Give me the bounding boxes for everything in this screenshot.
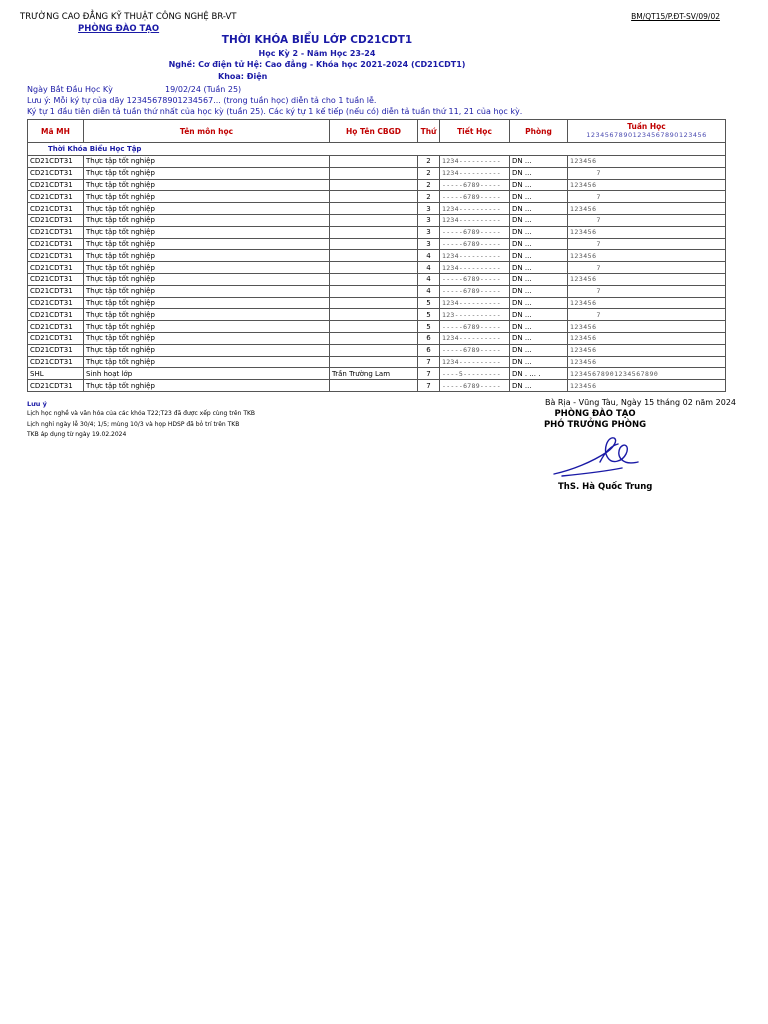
section-label: Thời Khóa Biểu Học Tập bbox=[28, 143, 726, 156]
cell-teacher bbox=[330, 285, 418, 297]
cell-periods: 1234---------- bbox=[440, 262, 510, 274]
cell-day: 2 bbox=[418, 156, 440, 168]
cell-room: DN ... bbox=[510, 156, 568, 168]
table-row bbox=[28, 285, 726, 297]
week-note-2: Ký tự 1 đầu tiên diễn tả tuần thứ nhất của học kỳ (tuần 25). Các ký tự 1 kế tiếp (nếu có) diễn tả tuần thứ 11, 21 của học kỳ. bbox=[27, 107, 523, 116]
cell-subject: Thực tập tốt nghiệp bbox=[84, 332, 330, 344]
cell-periods: -----6789----- bbox=[440, 321, 510, 333]
cell-room: DN ... bbox=[510, 262, 568, 274]
table-row bbox=[28, 191, 726, 203]
table-row bbox=[28, 332, 726, 344]
cell-room: DN ... bbox=[510, 167, 568, 179]
cell-code: CD21CDT31 bbox=[28, 191, 84, 203]
cell-periods: 1234---------- bbox=[440, 214, 510, 226]
cell-day: 3 bbox=[418, 226, 440, 238]
col-header-weeks-label: Tuần Học bbox=[627, 122, 666, 131]
cell-periods: 123----------- bbox=[440, 309, 510, 321]
cell-code: CD21CDT31 bbox=[28, 238, 84, 250]
col-header-room: Phòng bbox=[510, 120, 568, 143]
cell-teacher bbox=[330, 332, 418, 344]
cell-teacher bbox=[330, 238, 418, 250]
cell-periods: -----6789----- bbox=[440, 285, 510, 297]
cell-weeks: 12345678901234567890 bbox=[568, 368, 726, 380]
cell-periods: -----6789----- bbox=[440, 273, 510, 285]
cell-code: CD21CDT31 bbox=[28, 214, 84, 226]
page-title: THỜI KHÓA BIỂU LỚP CD21CDT1 bbox=[221, 34, 413, 46]
cell-weeks: 7 bbox=[568, 309, 726, 321]
cell-subject: Thực tập tốt nghiệp bbox=[84, 167, 330, 179]
cell-room: DN ... bbox=[510, 321, 568, 333]
cell-weeks: 7 bbox=[568, 167, 726, 179]
cell-weeks: 7 bbox=[568, 214, 726, 226]
cell-code: CD21CDT31 bbox=[28, 380, 84, 392]
table-row bbox=[28, 344, 726, 356]
table-row bbox=[28, 273, 726, 285]
cell-teacher bbox=[330, 250, 418, 262]
department-name: PHÒNG ĐÀO TẠO bbox=[78, 24, 160, 34]
footer-note-3: TKB áp dụng từ ngày 19.02.2024 bbox=[27, 431, 127, 438]
cell-subject: Thực tập tốt nghiệp bbox=[84, 262, 330, 274]
cell-periods: 1234---------- bbox=[440, 297, 510, 309]
cell-teacher bbox=[330, 214, 418, 226]
cell-day: 3 bbox=[418, 238, 440, 250]
table-row bbox=[28, 167, 726, 179]
table-row bbox=[28, 226, 726, 238]
cell-teacher bbox=[330, 321, 418, 333]
cell-teacher bbox=[330, 309, 418, 321]
signer-name: ThS. Hà Quốc Trung bbox=[558, 482, 653, 492]
cell-teacher bbox=[330, 156, 418, 168]
place-date: Bà Rịa - Vũng Tàu, Ngày 15 tháng 02 năm 2024 bbox=[545, 398, 736, 407]
cell-code: CD21CDT31 bbox=[28, 356, 84, 368]
cell-weeks: 123456 bbox=[568, 321, 726, 333]
cell-day: 5 bbox=[418, 297, 440, 309]
cell-subject: Thực tập tốt nghiệp bbox=[84, 285, 330, 297]
cell-room: DN ... bbox=[510, 285, 568, 297]
table-row bbox=[28, 321, 726, 333]
cell-day: 6 bbox=[418, 332, 440, 344]
cell-code: CD21CDT31 bbox=[28, 226, 84, 238]
cell-periods: -----6789----- bbox=[440, 380, 510, 392]
cell-weeks: 123456 bbox=[568, 380, 726, 392]
cell-code: CD21CDT31 bbox=[28, 203, 84, 215]
footer-note-1: Lịch học nghề và văn hóa của các khóa T22;T23 đã được xếp cùng trên TKB bbox=[27, 410, 256, 417]
cell-weeks: 123456 bbox=[568, 203, 726, 215]
cell-code: CD21CDT31 bbox=[28, 262, 84, 274]
table-row bbox=[28, 368, 726, 380]
cell-subject: Thực tập tốt nghiệp bbox=[84, 179, 330, 191]
cell-room: DN ... bbox=[510, 356, 568, 368]
cell-day: 7 bbox=[418, 380, 440, 392]
sign-role: PHÓ TRƯỞNG PHÒNG bbox=[543, 420, 647, 430]
cell-weeks: 123456 bbox=[568, 332, 726, 344]
start-date-label: Ngày Bắt Đầu Học Kỳ bbox=[27, 85, 113, 94]
cell-day: 2 bbox=[418, 167, 440, 179]
cell-teacher bbox=[330, 297, 418, 309]
weeks-pattern: 12345678901234567890123456 bbox=[586, 131, 707, 139]
cell-code: CD21CDT31 bbox=[28, 321, 84, 333]
cell-code: CD21CDT31 bbox=[28, 332, 84, 344]
sign-department: PHÒNG ĐÀO TẠO bbox=[554, 409, 636, 419]
cell-day: 6 bbox=[418, 344, 440, 356]
cell-periods: -----6789----- bbox=[440, 179, 510, 191]
cell-day: 2 bbox=[418, 179, 440, 191]
table-row bbox=[28, 156, 726, 168]
faculty-line: Khoa: Điện bbox=[218, 72, 268, 81]
cell-room: DN ... bbox=[510, 332, 568, 344]
cell-weeks: 123456 bbox=[568, 250, 726, 262]
cell-room: DN ... bbox=[510, 191, 568, 203]
cell-room: DN ... bbox=[510, 179, 568, 191]
table-row bbox=[28, 262, 726, 274]
week-note-1: Lưu ý: Mỗi ký tự của dãy 12345678901234567... (trong tuần học) diễn tả cho 1 tuần lễ. bbox=[27, 96, 377, 105]
footer-note-title: Lưu ý bbox=[27, 400, 47, 408]
cell-day: 5 bbox=[418, 309, 440, 321]
cell-day: 4 bbox=[418, 273, 440, 285]
col-header-periods: Tiết Học bbox=[440, 120, 510, 143]
cell-teacher bbox=[330, 262, 418, 274]
table-row bbox=[28, 356, 726, 368]
cell-day: 4 bbox=[418, 262, 440, 274]
cell-code: CD21CDT31 bbox=[28, 250, 84, 262]
cell-periods: -----6789----- bbox=[440, 226, 510, 238]
signature-image bbox=[552, 432, 642, 480]
cell-room: DN ... bbox=[510, 273, 568, 285]
col-header-day: Thứ bbox=[418, 120, 440, 143]
footer-note-2: Lịch nghỉ ngày lễ 30/4; 1/5; mùng 10/3 và họp HDSP đã bỏ trí trên TKB bbox=[27, 421, 240, 428]
cell-periods: 1234---------- bbox=[440, 156, 510, 168]
cell-room: DN ... bbox=[510, 297, 568, 309]
cell-code: CD21CDT31 bbox=[28, 285, 84, 297]
cell-room: DN . ... . bbox=[510, 368, 568, 380]
cell-periods: 1234---------- bbox=[440, 332, 510, 344]
cell-code: CD21CDT31 bbox=[28, 167, 84, 179]
cell-subject: Thực tập tốt nghiệp bbox=[84, 250, 330, 262]
cell-weeks: 123456 bbox=[568, 273, 726, 285]
table-header-row bbox=[28, 120, 726, 143]
cell-code: CD21CDT31 bbox=[28, 344, 84, 356]
cell-weeks: 7 bbox=[568, 191, 726, 203]
cell-room: DN ... bbox=[510, 309, 568, 321]
cell-room: DN ... bbox=[510, 203, 568, 215]
cell-day: 3 bbox=[418, 214, 440, 226]
cell-subject: Sinh hoạt lớp bbox=[84, 368, 330, 380]
cell-weeks: 123456 bbox=[568, 179, 726, 191]
cell-weeks: 7 bbox=[568, 238, 726, 250]
cell-periods: -----6789----- bbox=[440, 238, 510, 250]
col-header-code: Mã MH bbox=[28, 120, 84, 143]
cell-weeks: 123456 bbox=[568, 297, 726, 309]
cell-weeks: 123456 bbox=[568, 356, 726, 368]
cell-room: DN ... bbox=[510, 238, 568, 250]
semester-line: Học Kỳ 2 - Năm Học 23-24 bbox=[258, 49, 376, 58]
timetable bbox=[27, 119, 726, 392]
cell-weeks: 123456 bbox=[568, 344, 726, 356]
cell-day: 5 bbox=[418, 321, 440, 333]
cell-code: CD21CDT31 bbox=[28, 273, 84, 285]
cell-room: DN ... bbox=[510, 226, 568, 238]
cell-teacher bbox=[330, 226, 418, 238]
cell-code: CD21CDT31 bbox=[28, 297, 84, 309]
table-row bbox=[28, 309, 726, 321]
cell-room: DN ... bbox=[510, 250, 568, 262]
section-row bbox=[28, 143, 726, 156]
form-code: BM/QT15/P.ĐT-SV/09/02 bbox=[631, 12, 720, 21]
cell-subject: Thực tập tốt nghiệp bbox=[84, 214, 330, 226]
cell-subject: Thực tập tốt nghiệp bbox=[84, 309, 330, 321]
cell-periods: 1234---------- bbox=[440, 167, 510, 179]
table-row bbox=[28, 297, 726, 309]
major-line: Nghề: Cơ điện tử Hệ: Cao đẳng - Khóa học 2021-2024 (CD21CDT1) bbox=[168, 60, 466, 69]
cell-subject: Thực tập tốt nghiệp bbox=[84, 380, 330, 392]
cell-day: 4 bbox=[418, 250, 440, 262]
cell-subject: Thực tập tốt nghiệp bbox=[84, 238, 330, 250]
cell-weeks: 123456 bbox=[568, 226, 726, 238]
cell-day: 3 bbox=[418, 203, 440, 215]
col-header-subject: Tên môn học bbox=[84, 120, 330, 143]
cell-room: DN ... bbox=[510, 214, 568, 226]
cell-weeks: 123456 bbox=[568, 156, 726, 168]
cell-room: DN ... bbox=[510, 344, 568, 356]
cell-subject: Thực tập tốt nghiệp bbox=[84, 297, 330, 309]
cell-room: DN ... bbox=[510, 380, 568, 392]
cell-subject: Thực tập tốt nghiệp bbox=[84, 191, 330, 203]
table-row bbox=[28, 179, 726, 191]
table-row bbox=[28, 203, 726, 215]
cell-day: 7 bbox=[418, 356, 440, 368]
cell-teacher: Trần Trường Lam bbox=[330, 368, 418, 380]
col-header-teacher: Họ Tên CBGD bbox=[330, 120, 418, 143]
cell-teacher bbox=[330, 380, 418, 392]
col-header-weeks bbox=[568, 120, 726, 143]
cell-teacher bbox=[330, 273, 418, 285]
cell-periods: ----5--------- bbox=[440, 368, 510, 380]
cell-periods: -----6789----- bbox=[440, 344, 510, 356]
cell-subject: Thực tập tốt nghiệp bbox=[84, 273, 330, 285]
start-date-value: 19/02/24 (Tuần 25) bbox=[165, 85, 242, 94]
school-name: TRƯỜNG CAO ĐẲNG KỸ THUẬT CÔNG NGHỆ BR-VT bbox=[20, 12, 237, 22]
cell-subject: Thực tập tốt nghiệp bbox=[84, 321, 330, 333]
cell-periods: -----6789----- bbox=[440, 191, 510, 203]
cell-weeks: 7 bbox=[568, 262, 726, 274]
cell-teacher bbox=[330, 344, 418, 356]
cell-subject: Thực tập tốt nghiệp bbox=[84, 356, 330, 368]
cell-code: CD21CDT31 bbox=[28, 156, 84, 168]
cell-day: 2 bbox=[418, 191, 440, 203]
cell-subject: Thực tập tốt nghiệp bbox=[84, 156, 330, 168]
cell-code: CD21CDT31 bbox=[28, 179, 84, 191]
cell-subject: Thực tập tốt nghiệp bbox=[84, 203, 330, 215]
table-row bbox=[28, 238, 726, 250]
table-row bbox=[28, 214, 726, 226]
cell-teacher bbox=[330, 179, 418, 191]
table-row bbox=[28, 250, 726, 262]
cell-teacher bbox=[330, 191, 418, 203]
cell-day: 4 bbox=[418, 285, 440, 297]
cell-periods: 1234---------- bbox=[440, 203, 510, 215]
cell-day: 7 bbox=[418, 368, 440, 380]
cell-periods: 1234---------- bbox=[440, 250, 510, 262]
cell-code: SHL bbox=[28, 368, 84, 380]
cell-teacher bbox=[330, 167, 418, 179]
table-row bbox=[28, 380, 726, 392]
cell-periods: 1234---------- bbox=[440, 356, 510, 368]
cell-subject: Thực tập tốt nghiệp bbox=[84, 226, 330, 238]
cell-code: CD21CDT31 bbox=[28, 309, 84, 321]
cell-teacher bbox=[330, 356, 418, 368]
cell-weeks: 7 bbox=[568, 285, 726, 297]
cell-subject: Thực tập tốt nghiệp bbox=[84, 344, 330, 356]
cell-teacher bbox=[330, 203, 418, 215]
